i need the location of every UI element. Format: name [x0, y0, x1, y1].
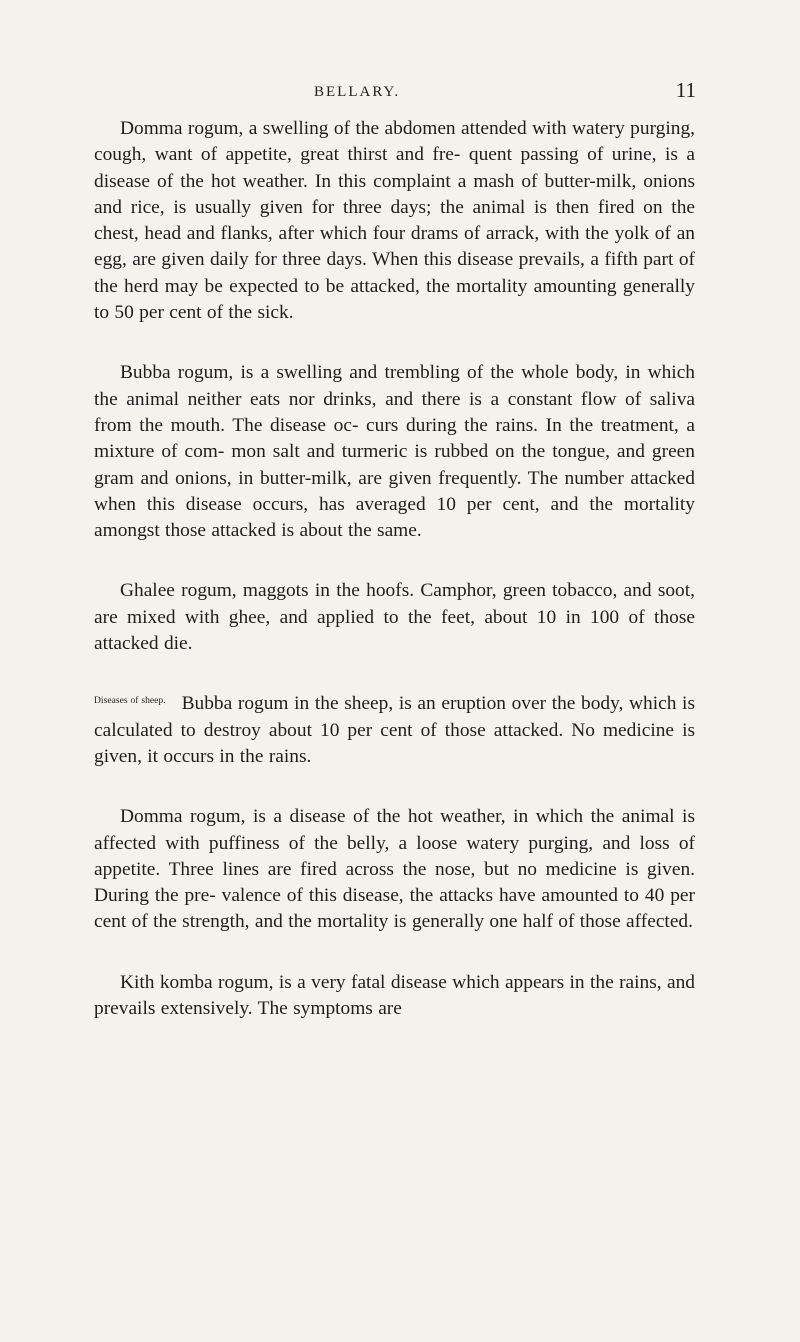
paragraph-domma-rogum-cattle: Domma rogum, a swelling of the abdomen attended with watery purging, cough, want of appetite, great thirst and fre- quent passing of urine, is a disease of the hot weather. In this complaint a mash of butter-milk, onions and rice, is usually given for three days; the animal is then fired on the chest, head and flanks, after which four drams of arrack, with the yolk of an egg, are given daily for three days. When this disease prevails, a fifth part of the herd may be expected to be attacked, the mortality amounting generally to 50 per cent of the sick.	[94, 118, 695, 324]
paragraph-ghalee-rogum: Ghalee rogum, maggots in the hoofs. Camphor, green tobacco, and soot, are mixed with ghee, and applied to the feet, about 10 in 100 of those attacked die.	[94, 580, 695, 655]
paragraph-bubba-rogum-cattle: Bubba rogum, is a swelling and trembling of the whole body, in which the animal neither eats nor drinks, and there is a constant flow of saliva from the mouth. The disease oc- curs during the rains. In the treatment, a mixture of com- mon salt and turmeric is rubbed on the tongue, and green gram and onions, in butter-milk, are given frequently. The number attacked when this disease occurs, has averaged 10 per cent, and the mortality amongst those attacked is about the same.	[94, 362, 695, 542]
paragraph-bubba-rogum-sheep-text: Bubba rogum in the sheep, is an eruption over the body, which is calculated to destroy about 10 per cent of those attacked. No medicine is given, it occurs in the rains.	[94, 693, 695, 767]
running-title: BELLARY.	[314, 84, 401, 100]
body-text	[94, 116, 695, 1056]
paragraph-bubba-rogum-sheep	[94, 691, 695, 770]
side-note-diseases-of-sheep: Diseases of sheep.	[94, 695, 166, 707]
page-number: 11	[675, 78, 696, 102]
paragraph-domma-rogum-sheep: Domma rogum, is a disease of the hot weather, in which the animal is affected with puffiness of the belly, a loose watery purging, and loss of appetite. Three lines are fired across the nose, but no medicine is given. During the pre- valence of this disease, the attacks have amounted to 40 per cent of the strength, and the mortality is generally one half of those affected.	[94, 806, 695, 933]
paragraph-kith-komba-rogum: Kith komba rogum, is a very fatal disease which appears in the rains, and prevails extensively. The symptoms are	[94, 971, 695, 1020]
running-head	[94, 78, 694, 108]
